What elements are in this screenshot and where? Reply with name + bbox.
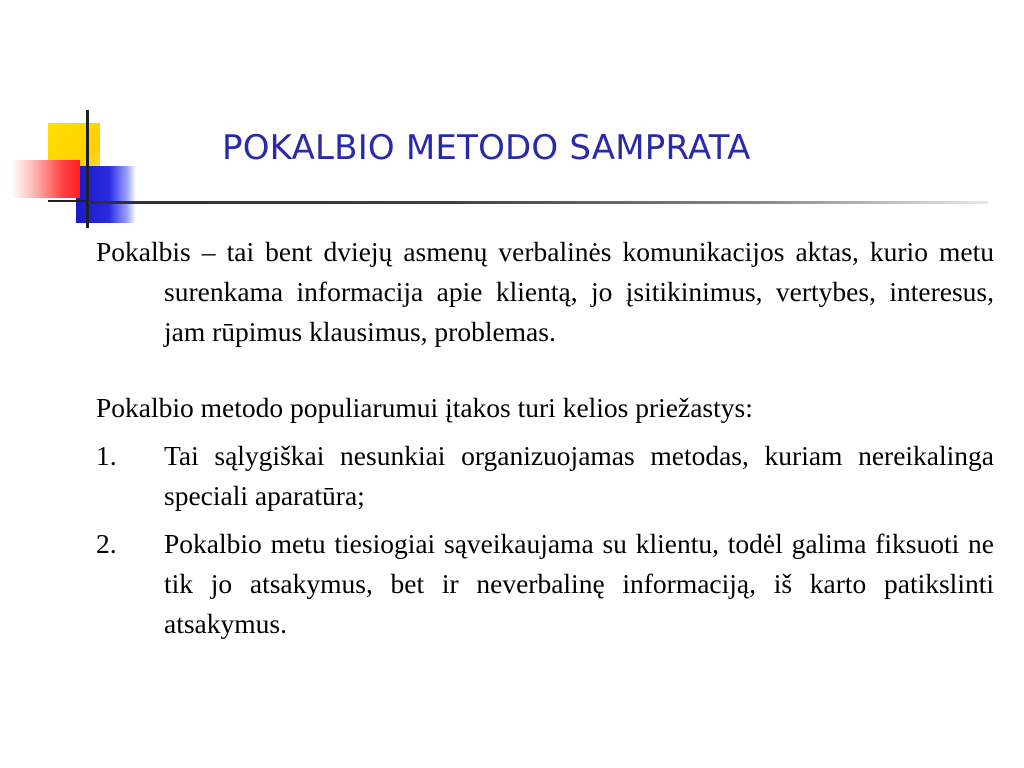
reasons-intro: Pokalbio metodo populiarumui įtakos turi kelios priežastys: — [96, 392, 753, 423]
slide-title: POKALBIO METODO SAMPRATA — [222, 128, 751, 168]
red-bar-decoration — [12, 160, 80, 198]
short-horizontal-rule — [48, 200, 88, 202]
definition-paragraph: Pokalbis – tai bent dviejų asmenų verbalinės komunikacijos aktas, kurio metu surenkama informacija apie klientą, jo įsitikinimus, vertybes, interesus, jam rūpimus klausimus, problemas. — [96, 236, 994, 347]
list-item-text: Tai sąlygiškai nesunkiai organizuojamas metodas, kuriam nereikalinga speciali aparatūra; — [164, 440, 994, 511]
list-item-number: 1. — [96, 440, 117, 471]
slide-body — [96, 232, 994, 644]
list-item — [96, 436, 994, 516]
reasons-list — [96, 436, 994, 644]
list-item-text: Pokalbio metu tiesiogiai sąveikaujama su klientu, todėl galima fiksuoti ne tik jo atsakymus, bet ir neverbalinę informaciją, iš karto patikslinti atsakymus. — [164, 528, 994, 639]
vertical-rule — [86, 110, 89, 228]
blue-square-decoration — [76, 166, 136, 223]
list-item-number: 2. — [96, 528, 117, 559]
list-item — [96, 524, 994, 644]
title-underline-rule — [88, 201, 988, 204]
